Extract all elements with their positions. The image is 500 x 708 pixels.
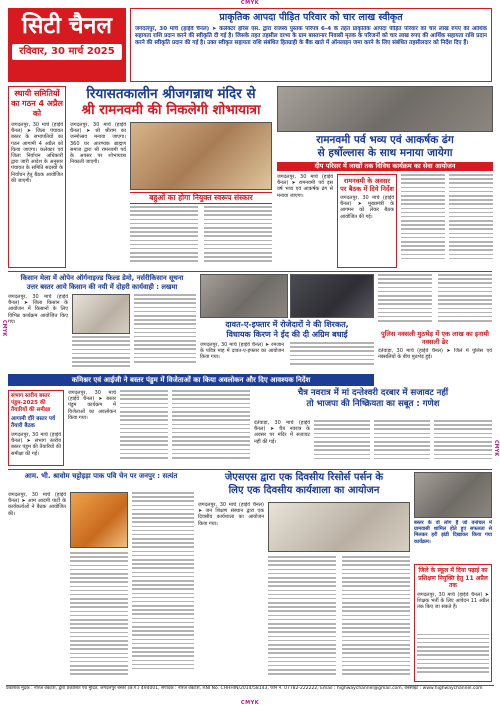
left-column-headline: स्थायी समितियों का गठन 4 अप्रैल को (11, 89, 63, 118)
footer-imprint: प्रकाशक मुद्रक : नीरज वेंकटेश, द्वारा प्रकाशित एवं मुद्रित, जगदलपुर बस्तर (छ.ग.) 494001, संपादक : नीरज वेंकटेश, RNI No. CHHHIN/2014/58143, फोन नं. 07782-222222, Email : highwaychannel@gmail.com, वेबसाइट : www.highwaychannel.com (6, 685, 494, 697)
ramnavmi-col-4 (449, 174, 493, 268)
iftar-headline-1: दावत-ए-इफ्तार में रोजेदारों ने की शिरकत, (225, 320, 349, 329)
commission-banner (8, 374, 374, 386)
kisan-headline-2: उत्तर बस्तर आये किसान की नयी में दोहरी कार्यवाही : लखमा (26, 282, 178, 291)
kisan-col-2 (72, 336, 130, 370)
ramnavmi-continued (378, 274, 492, 326)
main-story-subhead: बहुओं का होगा नियुक्त स्वरूप संस्कार (130, 192, 272, 204)
iftar-story (200, 274, 374, 370)
chaitra-body-area (254, 420, 492, 466)
iftar-col-2 (290, 342, 374, 370)
left-column-box (8, 86, 66, 268)
teacher-box (414, 564, 492, 682)
jss-col-2 (268, 556, 336, 682)
chaitra-headline-2: तो भाजपा की निष्क्रियता का सबूत : गणेश (306, 399, 440, 409)
kisan-photo (72, 294, 130, 334)
section-divider-2 (8, 469, 492, 470)
jss-headline-2: लिए एक दिवसीय कार्यशाला का आयोजन (228, 484, 380, 496)
iftar-photo-2 (290, 274, 374, 318)
main-story-photo (130, 122, 272, 190)
main-story (70, 86, 272, 268)
teacher-box-title: जिले के स्कूल में दिया पढ़ाई का प्रशिक्षण नियुक्ति हेतु 11 अप्रैल तक (418, 567, 488, 589)
jss-headline-1: जेएसएस द्वारा एक दिवसीय रिसोर्स पर्सन के (224, 472, 384, 483)
iftar-photo-1 (200, 274, 288, 318)
main-story-col-2 (130, 206, 198, 268)
top-story-body: जगदलपुर, 30 मार्च (हाईवे चैनल) ➤ कलेक्टर हरिस एस. द्वारा राजस्व पुस्तक परिपत्र 6-4 के तहत प्राकृतिक आपदा पीड़ित परिवार को चार लाख रुपए की आर्थिक सहायता राशि प्रदान करने की स्वीकृति दी गई है। जिसके तहत तहसील दरभा के ग्राम बास्तानार निवासी मृतक के परिजनों को चार लाख रुपए की आर्थिक सहायता राशि प्रदान करने की स्वीकृति प्रदान की गई है। उक्त स्वीकृत सहायता राशि संबंधित हितग्राही के बैंक खाते में ऑनलाइन जमा करने के लिए संबंधित तहसीलदार को निर्देश दिए हैं। (135, 26, 487, 46)
jss-body: जगदलपुर, 30 मार्च (हाईवे चैनल) ➤ जन शिक्षण संस्थान द्वारा एक दिवसीय कार्यशाला का आयोजन किया गया। (198, 502, 264, 527)
aam-aadmi-body: जगदलपुर, 30 मार्च (हाईवे चैनल) ➤ आम आदमी पार्टी के कार्यकर्ताओं ने बैठक आयोजित की। (8, 492, 66, 517)
aam-aadmi-story (8, 472, 194, 682)
aam-aadmi-col-2 (70, 552, 128, 682)
right-col-1 (378, 274, 432, 326)
teacher-box-body: जगदलपुर, 30 मार्च (हाईवे चैनल) ➤ शिक्षक भर्ती के लिए आवेदन 11 अप्रैल तक किए जा सकते हैं। (417, 591, 489, 610)
caption-photo (414, 472, 492, 518)
teacher-box-lines (417, 634, 489, 678)
left-column-body: जगदलपुर, 30 मार्च (हाईवे चैनल) ➤ जिला पंचायत बस्तर के सभापतियों का गठन आगामी 4 अप्रैल को किया जाएगा। कलेक्टर एवं जिला निर्वाचन अधिकारी द्वारा जारी आदेश के अनुसार पंचायत के समिति सदस्यों के निर्वाचन हेतु बैठक आयोजित की जाएगी। (11, 122, 63, 184)
ramnavmi-body: जगदलपुर, 30 मार्च (हाईवे चैनल) ➤ रामनवमी पर्व इस वर्ष भव्य एवं आकर्षक ढंग से मनाया जाएगा। (277, 174, 333, 199)
commission-body: जगदलपुर, 30 मार्च (हाईवे चैनल) ➤ बस्तर पंडुम कार्यक्रम में विजेताओं का अवलोकन किया गया। (68, 390, 116, 421)
pandum-body: जगदलपुर, 30 मार्च (हाईवे चैनल) ➤ संभाग स्तरीय बस्तर पंडुम की तैयारियों की समीक्षा की गई। (11, 432, 61, 457)
main-story-col-3 (204, 206, 272, 268)
commission-body-area (68, 390, 168, 466)
masthead-date: रविवार, 30 मार्च 2025 (12, 44, 122, 60)
cmyk-mark-left: CMYK (1, 320, 7, 337)
chaitra-headline-box (254, 388, 492, 420)
masthead (8, 8, 126, 82)
iftar-body: जगदलपुर, 30 मार्च (हाईवे चैनल) ➤ रमजान के पवित्र माह में दावत-ए-इफ्तार का आयोजन किया गया। (200, 342, 284, 361)
chaitra-headline-1: चैत्र नवरात्र में मां दन्तेश्वरी दरबार में सजावट नहीं (297, 388, 449, 398)
jss-photo (268, 502, 410, 552)
main-story-body: जगदलपुर, 30 मार्च (हाईवे चैनल) ➤ श्री श्रीराम का जन्मोत्सव मनाया जाएगा। 360 घर आरण्यक ब्राह्मण समाज द्वारा श्री रामनवमी पर्व के अवसर पर शोभायात्रा निकाली जाएगी। (70, 122, 126, 166)
commission-col-3 (172, 390, 250, 466)
top-story (130, 8, 492, 82)
ramnavmi-photo (277, 86, 493, 132)
ramnavmi-meeting-title: रामनवमी के अवसर पर बैठक में दिये निर्देश (340, 177, 394, 193)
pandum-box (8, 390, 64, 466)
commission-col-2 (120, 390, 168, 466)
kisan-body: जगदलपुर, 30 मार्च (हाईवे चैनल) ➤ जिला किसान के आयोजन में किसानों के लिए विभिन्न कार्यक्रम आयोजित किए गए। (8, 294, 68, 325)
cmyk-mark-bottom: CMYK (240, 700, 260, 706)
jss-col-3 (342, 556, 410, 682)
ramnavmi-col-3 (401, 174, 445, 268)
kisan-headline-1: किसान मेला में ओपेन ऑर्गनाइज्ड फिल्ड डेमो, नर्सरीकिसान सूचना (20, 274, 184, 282)
ramnavmi-meeting-body: जगदलपुर, 30 मार्च (हाईवे चैनल) ➤ मुख्यमंत्री के आगमन को लेकर बैठक आयोजित की गई। (340, 195, 394, 220)
chaitra-col-3 (374, 420, 430, 466)
commission-col-3-area (172, 390, 250, 466)
right-lower-column (414, 472, 492, 682)
ramnavmi-meeting-box (337, 174, 397, 268)
police-headline: पुलिस नक्सली मुठभेड़ में एक लाख का इनामी नक्सली ढेर (381, 330, 489, 346)
section-divider-1 (8, 271, 492, 272)
ramnavmi-strap: दीप परिसर में लाखों तक विविध कार्यक्रम का सेवा आयोजन (277, 162, 493, 171)
police-story (378, 330, 492, 390)
main-story-headline-1: रियासतकालीन श्रीजगन्नाथ मंदिर से (86, 86, 256, 102)
jss-story (198, 472, 410, 682)
commission-headline: कमिश्नर एवं आईजी ने बस्तर पंडुम में विजेताओं का किया अवलोकन और दिए आवश्यक निर्देश (71, 376, 311, 384)
caption-text: बस्तर के वो लोग हैं जो वनांचल में ग्रामवासी शामिल होते हुए सफलता से मिलकर हरी झंडी दिखाकर किया गया कार्यक्रम। (414, 520, 492, 545)
right-col-2 (438, 274, 492, 326)
kisan-story (8, 274, 196, 370)
chaitra-body: दंतेवाड़ा, 30 मार्च (हाईवे चैनल) ➤ चैत्र नवरात्र के अवसर पर मंदिर में सजावट नहीं की गई। (254, 420, 310, 445)
ramnavmi-headline-1: रामनवमी पर्व भव्य एवं आकर्षक ढंग (316, 134, 454, 146)
aam-aadmi-photo (70, 492, 128, 548)
ramnavmi-story (277, 86, 493, 268)
pandum-line2: आगामी दौरे बस्तर पर्व तैयारी बैठक (11, 416, 56, 429)
pandum-title: संभाग स्तरीय बस्तर पंडुम-2025 की तैयारियों की समीक्षा (11, 393, 51, 413)
aam-aadmi-col-3 (132, 492, 194, 682)
kisan-col-3 (134, 294, 196, 370)
cmyk-mark-top: CMYK (240, 0, 260, 6)
chaitra-col-2 (314, 420, 370, 466)
aam-aadmi-headline: आम. भी. श्रावोम चट्टोइड़ा पाक पवि चेन पर जनपुर : सत्यंत (24, 472, 178, 480)
iftar-headline-2: विधायक किरण ने ईद की दी अग्रिम बधाई (226, 330, 348, 339)
main-story-headline-2: श्री रामनवमी की निकलेगी शोभायात्रा (81, 102, 261, 118)
ramnavmi-headline-2: से हर्षोल्लास के साथ मनाया जायेगा (317, 147, 453, 159)
chaitra-col-4 (434, 420, 492, 466)
cmyk-mark-right: CMYK (493, 440, 499, 457)
police-body: दंतेवाड़ा, 30 मार्च (हाईवे चैनल) ➤ जिले में पुलिस एवं नक्सलियों के बीच मुठभेड़ हुई। (378, 348, 492, 361)
masthead-title: सिटी चैनल (21, 12, 113, 39)
top-story-headline: प्राकृतिक आपदा पीड़ित परिवार को चार लाख स्वीकृत (219, 12, 403, 23)
